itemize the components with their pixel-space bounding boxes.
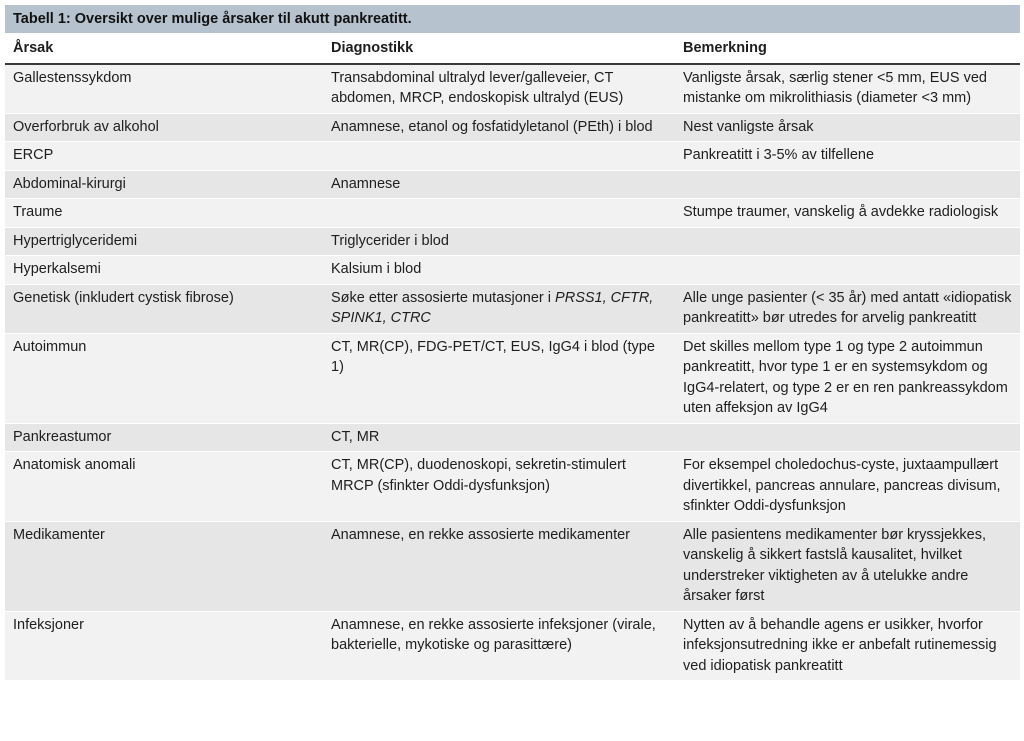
cell-cause: Hyperkalsemi: [5, 256, 323, 285]
cell-cause: Genetisk (inkludert cystisk fibrose): [5, 284, 323, 333]
cell-remark: Pankreatitt i 3-5% av tilfellene: [675, 142, 1020, 171]
cell-diagnostics: Anamnese, en rekke assosierte medikamenter: [323, 521, 675, 611]
cell-cause: Abdominal-kirurgi: [5, 170, 323, 199]
cell-cause: Autoimmun: [5, 333, 323, 423]
cell-cause: Hypertriglyceridemi: [5, 227, 323, 256]
cell-cause: Overforbruk av alkohol: [5, 113, 323, 142]
table-row: [5, 199, 1020, 228]
table-row: [5, 521, 1020, 611]
cell-cause: ERCP: [5, 142, 323, 171]
header-row: [5, 33, 1020, 64]
causes-table: [5, 33, 1020, 681]
table-row: [5, 284, 1020, 333]
cell-remark: Vanligste årsak, særlig stener <5 mm, EUS ved mistanke om mikrolithiasis (diameter <3 mm): [675, 64, 1020, 114]
column-header-cause: Årsak: [5, 33, 323, 64]
table-row: [5, 64, 1020, 114]
cell-diagnostics: [323, 284, 675, 333]
cell-remark: [675, 256, 1020, 285]
table-row: [5, 227, 1020, 256]
cell-remark: Alle pasientens medikamenter bør kryssjekkes, vanskelig å sikkert fastslå kausalitet, hvilket understreker viktigheten av å utelukke andre årsaker først: [675, 521, 1020, 611]
cell-remark: [675, 227, 1020, 256]
cell-diagnostics: [323, 142, 675, 171]
table-row: [5, 611, 1020, 681]
cell-cause: Anatomisk anomali: [5, 452, 323, 522]
table-row: [5, 113, 1020, 142]
gene-list: PRSS1, CFTR, SPINK1, CTRC: [331, 289, 654, 326]
table-row: [5, 452, 1020, 522]
cell-remark: Det skilles mellom type 1 og type 2 autoimmun pankreatitt, hvor type 1 er en systemsykdom og IgG4-relatert, og type 2 er en ren pankreassykdom uten affeksjon av IgG4: [675, 333, 1020, 423]
cell-diagnostics: [323, 199, 675, 228]
cell-cause: Traume: [5, 199, 323, 228]
column-header-remark: Bemerkning: [675, 33, 1020, 64]
cell-diagnostics: CT, MR(CP), duodenoskopi, sekretin-stimulert MRCP (sfinkter Oddi-dysfunksjon): [323, 452, 675, 522]
cell-remark: [675, 170, 1020, 199]
column-header-diagnostics: Diagnostikk: [323, 33, 675, 64]
cell-diagnostics: Anamnese, etanol og fosfatidyletanol (PEth) i blod: [323, 113, 675, 142]
table-row: [5, 333, 1020, 423]
cell-diagnostics: Kalsium i blod: [323, 256, 675, 285]
table-container: [5, 5, 1020, 736]
cell-remark: For eksempel choledochus-cyste, juxtaampullært divertikkel, pancreas annulare, pancreas divisum, sfinkter Oddi-dysfunksjon: [675, 452, 1020, 522]
cell-diagnostics: CT, MR: [323, 423, 675, 452]
cell-diagnostics: Anamnese: [323, 170, 675, 199]
cell-diagnostics: Anamnese, en rekke assosierte infeksjoner (virale, bakterielle, mykotiske og parasittære): [323, 611, 675, 681]
cell-remark: Nytten av å behandle agens er usikker, hvorfor infeksjonsutredning ikke er anbefalt rutinemessig ved idiopatisk pankreatitt: [675, 611, 1020, 681]
cell-cause: Infeksjoner: [5, 611, 323, 681]
cell-diagnostics: Transabdominal ultralyd lever/galleveier, CT abdomen, MRCP, endoskopisk ultralyd (EUS): [323, 64, 675, 114]
cell-diagnostics: CT, MR(CP), FDG-PET/CT, EUS, IgG4 i blod (type 1): [323, 333, 675, 423]
table-title: Tabell 1: Oversikt over mulige årsaker til akutt pankreatitt.: [5, 5, 1020, 33]
cell-cause: Pankreastumor: [5, 423, 323, 452]
cell-remark: [675, 423, 1020, 452]
cell-cause: Medikamenter: [5, 521, 323, 611]
table-row: [5, 256, 1020, 285]
cell-remark: Alle unge pasienter (< 35 år) med antatt «idiopatisk pankreatitt» bør utredes for arvelig pankreatitt: [675, 284, 1020, 333]
cell-cause: Gallestenssykdom: [5, 64, 323, 114]
table-row: [5, 170, 1020, 199]
diagnostics-text: Søke etter assosierte mutasjoner i: [331, 289, 556, 306]
cell-diagnostics: Triglycerider i blod: [323, 227, 675, 256]
table-row: [5, 142, 1020, 171]
cell-remark: Nest vanligste årsak: [675, 113, 1020, 142]
table-row: [5, 423, 1020, 452]
cell-remark: Stumpe traumer, vanskelig å avdekke radiologisk: [675, 199, 1020, 228]
